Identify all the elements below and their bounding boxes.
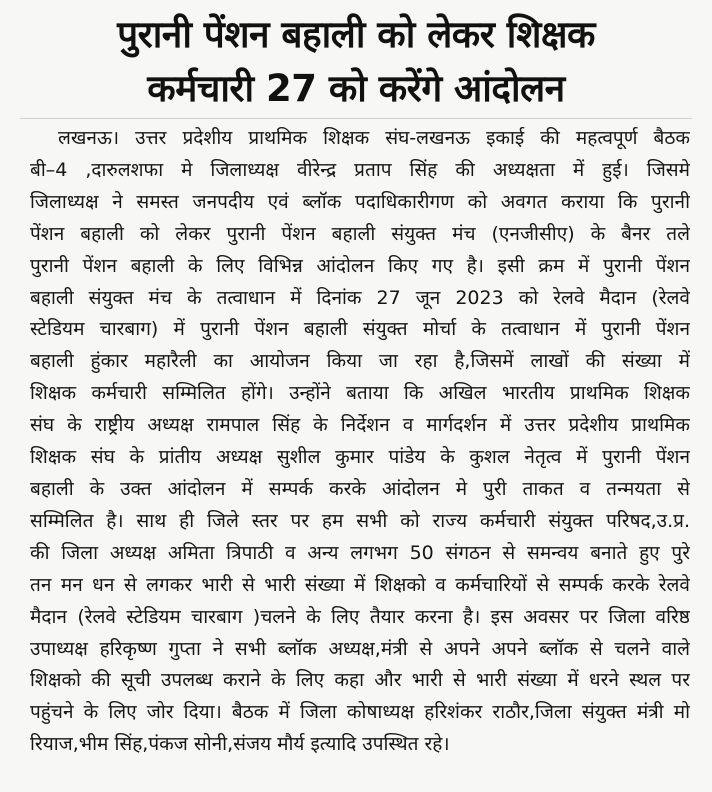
article-line-15: तन मन धन से लगकर भारी से भारी संख्या में शिक्षको व कर्मचारियों से सम्पर्क करके रेलवे xyxy=(30,573,690,596)
article-line-20: रियाज,भीम सिंह,पंकज सोनी,संजय मौर्य इत्यादि उपस्थित रहे। xyxy=(30,733,450,756)
article-line-9: शिक्षक कर्मचारी सम्मिलित होंगे। उन्होंने बताया कि अखिल भारतीय प्राथमिक शिक्षक xyxy=(30,382,690,405)
article-line-3: जिलाध्यक्ष ने समस्त जनपदीय एवं ब्लॉक पदाधिकारीगण को अवगत कराया कि पुरानी xyxy=(30,190,690,213)
article-line-19: पहुंचने के लिए जोर दिया। बैठक में जिला कोषाध्यक्ष हरिशंकर राठौर,जिला संयुक्त मंत्री मो xyxy=(30,701,690,724)
article-line-18: शिक्षको की सूची उपलब्ध कराने के लिए कहा और भारी से भारी संख्या में धरने स्थल पर xyxy=(30,669,690,692)
article-line-7: स्टेडियम चारबाग) में पुरानी पेंशन बहाली संयुक्त मोर्चा के तत्वाधान में पुरानी पेंशन xyxy=(30,318,690,341)
article-line-11: शिक्षक संघ के प्रांतीय अध्यक्ष सुशील कुमार पांडेय के कुशल नेतृत्व में पुरानी पेंशन xyxy=(30,446,690,469)
headline-line-2: कर्मचारी 27 को करेंगे आंदोलन xyxy=(147,67,565,110)
article-line-8: बहाली हुंकार महारैली का आयोजन किया जा रहा है,जिसमें लाखों की संख्या में xyxy=(30,350,690,373)
headline-divider xyxy=(20,118,692,119)
article-line-5: पुरानी पेंशन बहाली के लिए विभिन्न आंदोलन किए गए है। इसी क्रम में पुरानी पेंशन xyxy=(30,254,690,277)
article-line-1: लखनऊ। उत्तर प्रदेशीय प्राथमिक शिक्षक संघ-लखनऊ इकाई की महत्वपूर्ण बैठक xyxy=(58,127,690,149)
headline xyxy=(0,8,712,116)
headline-line-1: पुरानी पेंशन बहाली को लेकर शिक्षक xyxy=(117,13,595,56)
article-line-6: बहाली संयुक्त मंच के तत्वाधान में दिनांक 27 जून 2023 को रेलवे मैदान (रेलवे xyxy=(30,286,690,309)
article-line-14: की जिला अध्यक्ष अमिता त्रिपाठी व अन्य लगभग 50 संगठन से समन्वय बनाते हुए पुरे xyxy=(30,541,690,564)
article-line-17: उपाध्यक्ष हरिकृष्ण गुप्ता ने सभी ब्लॉक अध्यक्ष,मंत्री से अपने अपने ब्लॉक से चलने वाले xyxy=(30,637,690,660)
article-line-2: बी–4 ,दारुलशफा मे जिलाध्यक्ष वीरेन्द्र प्रताप सिंह की अध्यक्षता में हुई। जिसमे xyxy=(30,158,690,181)
article-line-4: पेंशन बहाली को लेकर पुरानी पेंशन बहाली संयुक्त मंच (एनजीसीए) के बैनर तले xyxy=(30,222,690,245)
article-line-12: बहाली के उक्त आंदोलन में सम्पर्क करके आंदोलन मे पुरी ताकत व तन्मयता से xyxy=(30,477,690,500)
article-line-10: संघ के राष्ट्रीय अध्यक्ष रामपाल सिंह के निर्देशन व मार्गदर्शन में उत्तर प्रदेशीय प्राथमिक xyxy=(30,414,690,437)
article-line-13: सम्मिलित है। साथ ही जिले स्तर पर हम सभी को राज्य कर्मचारी संयुक्त परिषद,उ.प्र. xyxy=(30,509,690,532)
article-line-16: मैदान (रेलवे स्टेडियम चारबाग )चलने के लिए तैयार करना है। इस अवसर पर जिला वरिष्ठ xyxy=(30,605,690,628)
article-body xyxy=(30,123,690,761)
